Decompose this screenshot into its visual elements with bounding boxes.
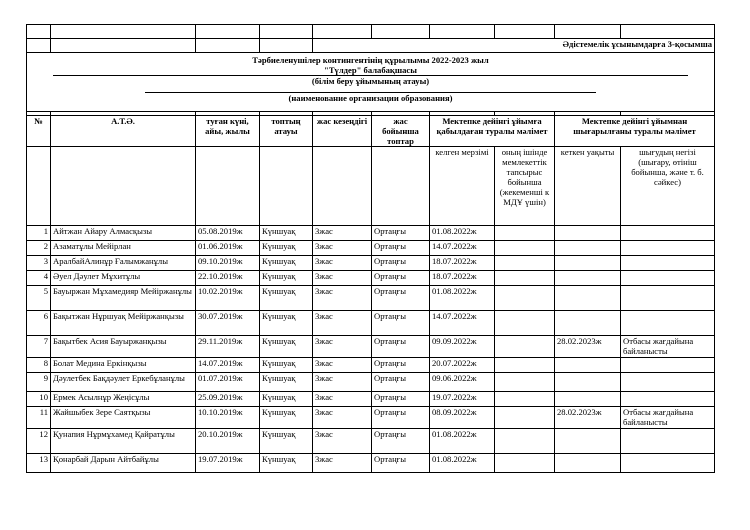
row-adm-state (495, 226, 555, 241)
row-dep-reason: Отбасы жағдайына байланысты (621, 407, 715, 429)
header-name: А.Т.Ә. (51, 116, 196, 147)
row-dep-date (555, 226, 621, 241)
row-name: Бақытжан Нұршуақ Мейіржанқызы (51, 311, 196, 336)
table-row (27, 407, 715, 429)
row-name: Әуел Дәулет Мұхитұлы (51, 271, 196, 286)
row-adm-state (495, 373, 555, 392)
row-number: 3 (27, 256, 51, 271)
row-adm-state (495, 256, 555, 271)
row-age-group: Ортаңғы (372, 407, 430, 429)
subheader-row (27, 147, 715, 226)
subheader-dep-date: кеткен уақыты (555, 147, 621, 226)
annex-label: Әдістемелік ұсынымдарға 3-қосымша (313, 39, 715, 53)
row-name: Дәулетбек Бақдәулет Еркебұланұлы (51, 373, 196, 392)
row-group: Күншуақ (260, 373, 313, 392)
row-group: Күншуақ (260, 241, 313, 256)
header-num: № (27, 116, 51, 147)
row-birth: 05.08.2019ж (196, 226, 260, 241)
row-dep-date (555, 241, 621, 256)
row-name: Қунапия Нұрмұхамед Қайратұлы (51, 429, 196, 454)
row-name: Ермек Асылнұр Жеңісұлы (51, 392, 196, 407)
row-age-period: 3жас (313, 286, 372, 311)
row-birth: 09.10.2019ж (196, 256, 260, 271)
row-dep-reason: Отбасы жағдайына байланысты (621, 336, 715, 358)
row-age-period: 3жас (313, 256, 372, 271)
row-group: Күншуақ (260, 392, 313, 407)
row-dep-reason (621, 241, 715, 256)
row-name: Айтжан Айару Алмасқызы (51, 226, 196, 241)
row-adm-date: 01.08.2022ж (430, 429, 495, 454)
row-group: Күншуақ (260, 286, 313, 311)
row-number: 11 (27, 407, 51, 429)
row-adm-date: 19.07.2022ж (430, 392, 495, 407)
header-age-group: жас бойынша топтар (372, 116, 430, 147)
row-dep-date (555, 454, 621, 473)
row-adm-date: 01.08.2022ж (430, 286, 495, 311)
row-age-group: Ортаңғы (372, 429, 430, 454)
row-group: Күншуақ (260, 226, 313, 241)
blank-top-row (27, 25, 715, 39)
row-adm-date: 09.09.2022ж (430, 336, 495, 358)
row-number: 10 (27, 392, 51, 407)
table-row (27, 241, 715, 256)
row-age-group: Ортаңғы (372, 336, 430, 358)
row-number: 9 (27, 373, 51, 392)
row-group: Күншуақ (260, 358, 313, 373)
row-birth: 10.10.2019ж (196, 407, 260, 429)
row-dep-reason (621, 311, 715, 336)
row-dep-date (555, 392, 621, 407)
row-name: АралбайАлинұр Ғалымжанұлы (51, 256, 196, 271)
row-age-group: Ортаңғы (372, 256, 430, 271)
row-age-group: Ортаңғы (372, 271, 430, 286)
title-block (27, 53, 715, 112)
row-adm-state (495, 392, 555, 407)
row-adm-state (495, 454, 555, 473)
row-dep-reason (621, 429, 715, 454)
row-adm-date: 20.07.2022ж (430, 358, 495, 373)
row-adm-state (495, 241, 555, 256)
row-age-period: 3жас (313, 454, 372, 473)
row-adm-date: 08.09.2022ж (430, 407, 495, 429)
row-dep-reason (621, 256, 715, 271)
row-adm-date: 18.07.2022ж (430, 271, 495, 286)
header-group: топтың атауы (260, 116, 313, 147)
header-birth: туған күні, айы, жылы (196, 116, 260, 147)
table-body (27, 25, 715, 473)
row-age-period: 3жас (313, 241, 372, 256)
row-number: 1 (27, 226, 51, 241)
row-birth: 22.10.2019ж (196, 271, 260, 286)
header-row (27, 116, 715, 147)
row-age-period: 3жас (313, 429, 372, 454)
row-dep-date (555, 256, 621, 271)
row-age-group: Ортаңғы (372, 392, 430, 407)
row-number: 4 (27, 271, 51, 286)
row-dep-reason (621, 271, 715, 286)
row-group: Күншуақ (260, 429, 313, 454)
row-age-group: Ортаңғы (372, 358, 430, 373)
row-birth: 20.10.2019ж (196, 429, 260, 454)
row-number: 5 (27, 286, 51, 311)
row-name: Бауыржан Мұхамедияр Мейіржанұлы (51, 286, 196, 311)
row-age-period: 3жас (313, 226, 372, 241)
row-birth: 25.09.2019ж (196, 392, 260, 407)
subheader-dep-reason: шығудың негізі (шығару, өтініш бойынша, және т. б. сәйкес) (621, 147, 715, 226)
row-adm-date: 18.07.2022ж (430, 256, 495, 271)
row-dep-date (555, 429, 621, 454)
row-name: Азаматұлы Мейірлан (51, 241, 196, 256)
row-dep-reason (621, 373, 715, 392)
row-adm-state (495, 358, 555, 373)
row-dep-reason (621, 392, 715, 407)
row-group: Күншуақ (260, 311, 313, 336)
table-row (27, 311, 715, 336)
row-number: 6 (27, 311, 51, 336)
row-adm-state (495, 271, 555, 286)
row-adm-state (495, 286, 555, 311)
row-age-period: 3жас (313, 271, 372, 286)
row-adm-date: 14.07.2022ж (430, 241, 495, 256)
row-age-group: Ортаңғы (372, 311, 430, 336)
row-age-group: Ортаңғы (372, 454, 430, 473)
title-line3: (білім беру ұйымының атауы) (311, 76, 430, 86)
title-line4: (наименование организации образования) (288, 93, 453, 103)
title-line2: "Түлдер" балабақшасы (324, 65, 417, 75)
header-departure: Мектепке дейінгі ұйымнан шығарылғаны туралы мәлімет (555, 116, 715, 147)
row-dep-date: 28.02.2023ж (555, 407, 621, 429)
row-dep-reason (621, 286, 715, 311)
title-line1: Тәрбиеленушілер контингентінің құрылымы 2022-2023 жыл (252, 55, 489, 65)
row-dep-reason (621, 454, 715, 473)
row-dep-date (555, 271, 621, 286)
row-birth: 30.07.2019ж (196, 311, 260, 336)
row-age-group: Ортаңғы (372, 286, 430, 311)
row-dep-date (555, 373, 621, 392)
row-age-group: Ортаңғы (372, 226, 430, 241)
row-age-period: 3жас (313, 392, 372, 407)
row-dep-reason (621, 226, 715, 241)
row-birth: 14.07.2019ж (196, 358, 260, 373)
row-number: 7 (27, 336, 51, 358)
row-age-group: Ортаңғы (372, 373, 430, 392)
row-birth: 01.07.2019ж (196, 373, 260, 392)
row-group: Күншуақ (260, 336, 313, 358)
row-adm-date: 14.07.2022ж (430, 311, 495, 336)
table-row (27, 271, 715, 286)
row-dep-date (555, 358, 621, 373)
row-dep-date (555, 311, 621, 336)
row-adm-state (495, 311, 555, 336)
row-age-period: 3жас (313, 358, 372, 373)
row-name: Қонарбай Дарын Айтбайұлы (51, 454, 196, 473)
row-name: Болат Медина Еркінқызы (51, 358, 196, 373)
title-row (27, 53, 715, 112)
row-dep-date (555, 286, 621, 311)
row-birth: 10.02.2019ж (196, 286, 260, 311)
row-adm-state (495, 336, 555, 358)
row-number: 8 (27, 358, 51, 373)
table-row (27, 286, 715, 311)
row-adm-state (495, 407, 555, 429)
row-adm-date: 09.06.2022ж (430, 373, 495, 392)
row-adm-state (495, 429, 555, 454)
row-number: 13 (27, 454, 51, 473)
row-dep-reason (621, 358, 715, 373)
table-row (27, 392, 715, 407)
row-group: Күншуақ (260, 271, 313, 286)
table-row (27, 336, 715, 358)
table-row (27, 373, 715, 392)
row-age-group: Ортаңғы (372, 241, 430, 256)
row-birth: 29.11.2019ж (196, 336, 260, 358)
table-row (27, 358, 715, 373)
row-birth: 01.06.2019ж (196, 241, 260, 256)
table-row (27, 256, 715, 271)
row-adm-date: 01.08.2022ж (430, 226, 495, 241)
row-name: Жайшыбек Зере Саятқызы (51, 407, 196, 429)
table-row (27, 454, 715, 473)
row-group: Күншуақ (260, 256, 313, 271)
row-number: 2 (27, 241, 51, 256)
row-group: Күншуақ (260, 454, 313, 473)
subheader-adm-date: келген мерзімі (430, 147, 495, 226)
header-admission: Мектепке дейінгі ұйымға қабылдаған туралы мәлімет (430, 116, 555, 147)
table-row (27, 429, 715, 454)
row-age-period: 3жас (313, 407, 372, 429)
row-age-period: 3жас (313, 336, 372, 358)
table-row (27, 226, 715, 241)
contingent-table (26, 24, 715, 473)
row-age-period: 3жас (313, 311, 372, 336)
row-age-period: 3жас (313, 373, 372, 392)
row-birth: 19.07.2019ж (196, 454, 260, 473)
header-age-period: жас кезеңдігі (313, 116, 372, 147)
annex-row (27, 39, 715, 53)
row-dep-date: 28.02.2023ж (555, 336, 621, 358)
row-number: 12 (27, 429, 51, 454)
row-adm-date: 01.08.2022ж (430, 454, 495, 473)
row-name: Бақытбек Асия Бауыржанқызы (51, 336, 196, 358)
subheader-adm-state: оның ішінде мемлекеттік тапсырыс бойынша (жекеменші к МДҰ үшін) (495, 147, 555, 226)
row-group: Күншуақ (260, 407, 313, 429)
